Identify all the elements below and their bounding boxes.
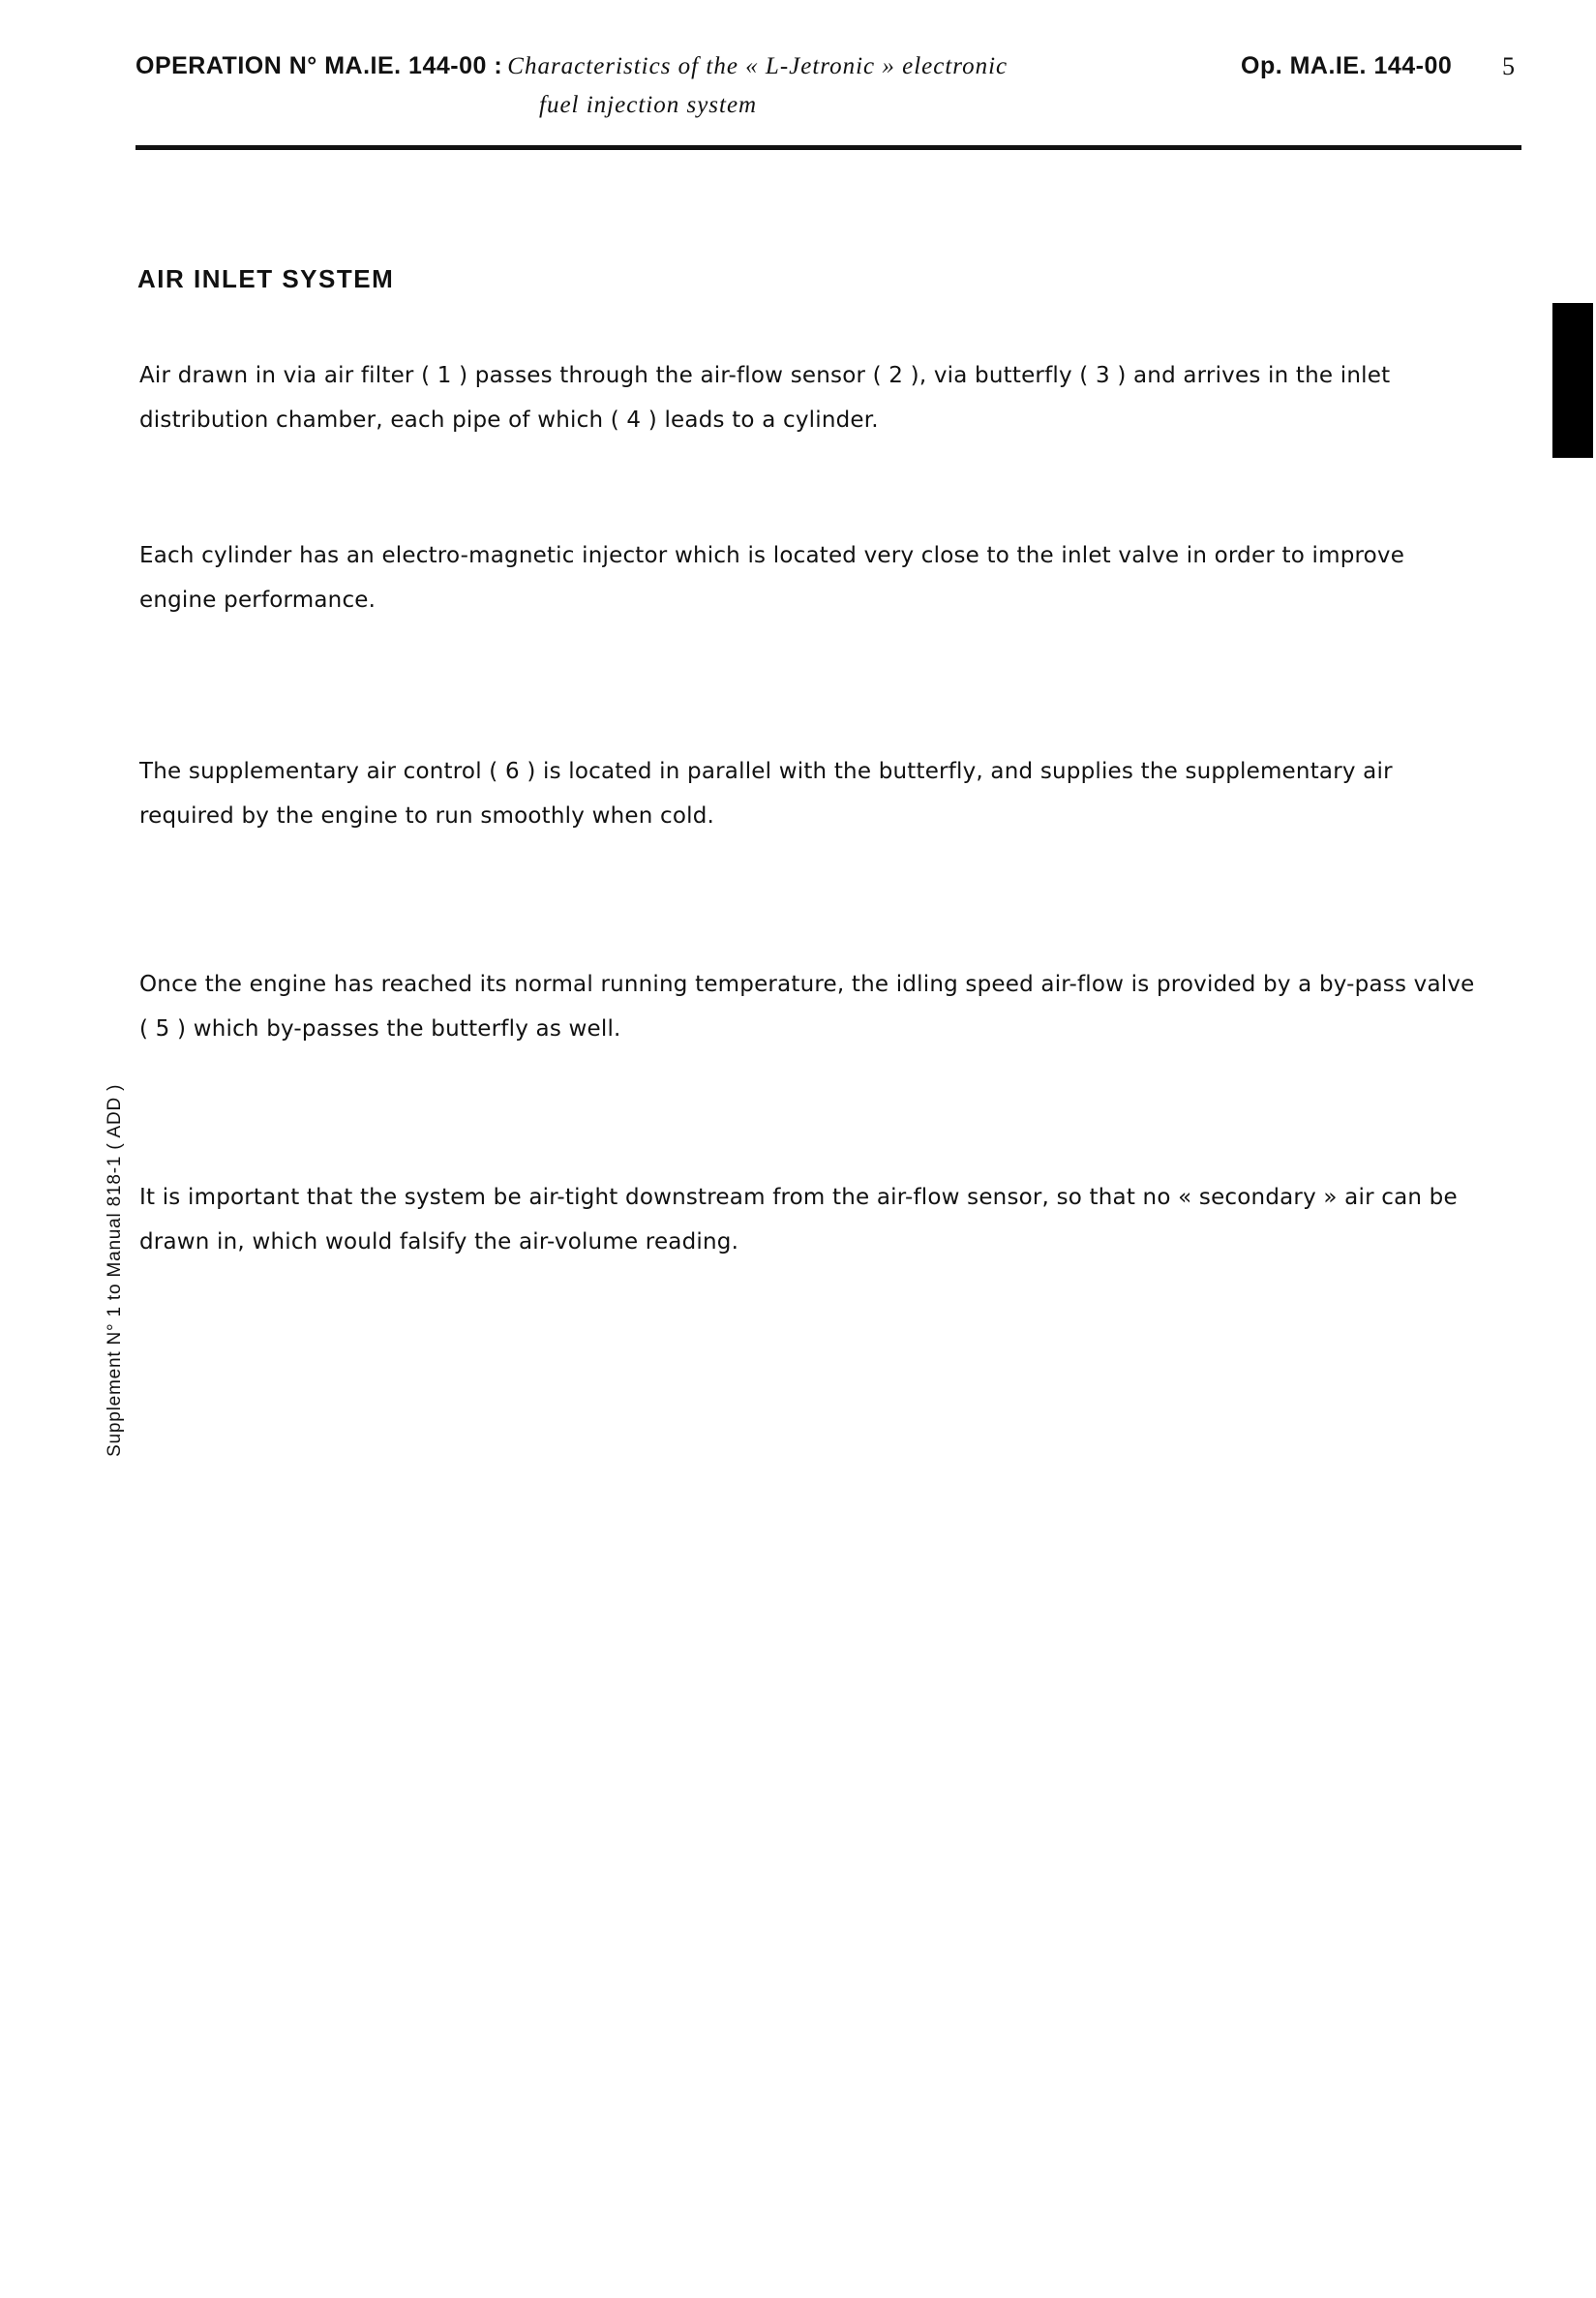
paragraph-4: Once the engine has reached its normal running temperature, the idling speed air-flow is provided by a by-pass valve ( 5 ) which by-passes the butterfly as well.: [139, 972, 1475, 1042]
supplement-side-label: Supplement N° 1 to Manual 818-1 ( ADD ): [105, 1083, 125, 1457]
paragraph-2: Each cylinder has an electro-magnetic injector which is located very close to the inlet valve in order to improve engine performance.: [139, 543, 1405, 613]
paragraph-1: Air drawn in via air filter ( 1 ) passes through the air-flow sensor ( 2 ), via butterfly ( 3 ) and arrives in the inlet distribution chamber, each pipe of which ( 4 ) leads to a cylinder.: [139, 363, 1391, 433]
paragraph-5: It is important that the system be air-tight downstream from the air-flow sensor, so that no « secondary » air can be drawn in, which would falsify the air-volume reading.: [139, 1185, 1458, 1255]
operation-title-line1: Characteristics of the « L-Jetronic » electronic: [507, 53, 1009, 79]
paragraph-3: The supplementary air control ( 6 ) is located in parallel with the butterfly, and supplies the supplementary air required by the engine to run smoothly when cold.: [139, 759, 1393, 829]
header-rule: [136, 145, 1521, 150]
operation-number: OPERATION N° MA.IE. 144-00 :: [136, 52, 503, 79]
document-header: [136, 52, 1103, 80]
operation-title-line2: fuel injection system: [539, 92, 758, 118]
section-title: AIR INLET SYSTEM: [137, 264, 395, 293]
page-number: 5: [1502, 52, 1515, 80]
operation-reference: Op. MA.IE. 144-00: [1241, 52, 1453, 79]
revision-margin-bar: [1552, 303, 1593, 458]
